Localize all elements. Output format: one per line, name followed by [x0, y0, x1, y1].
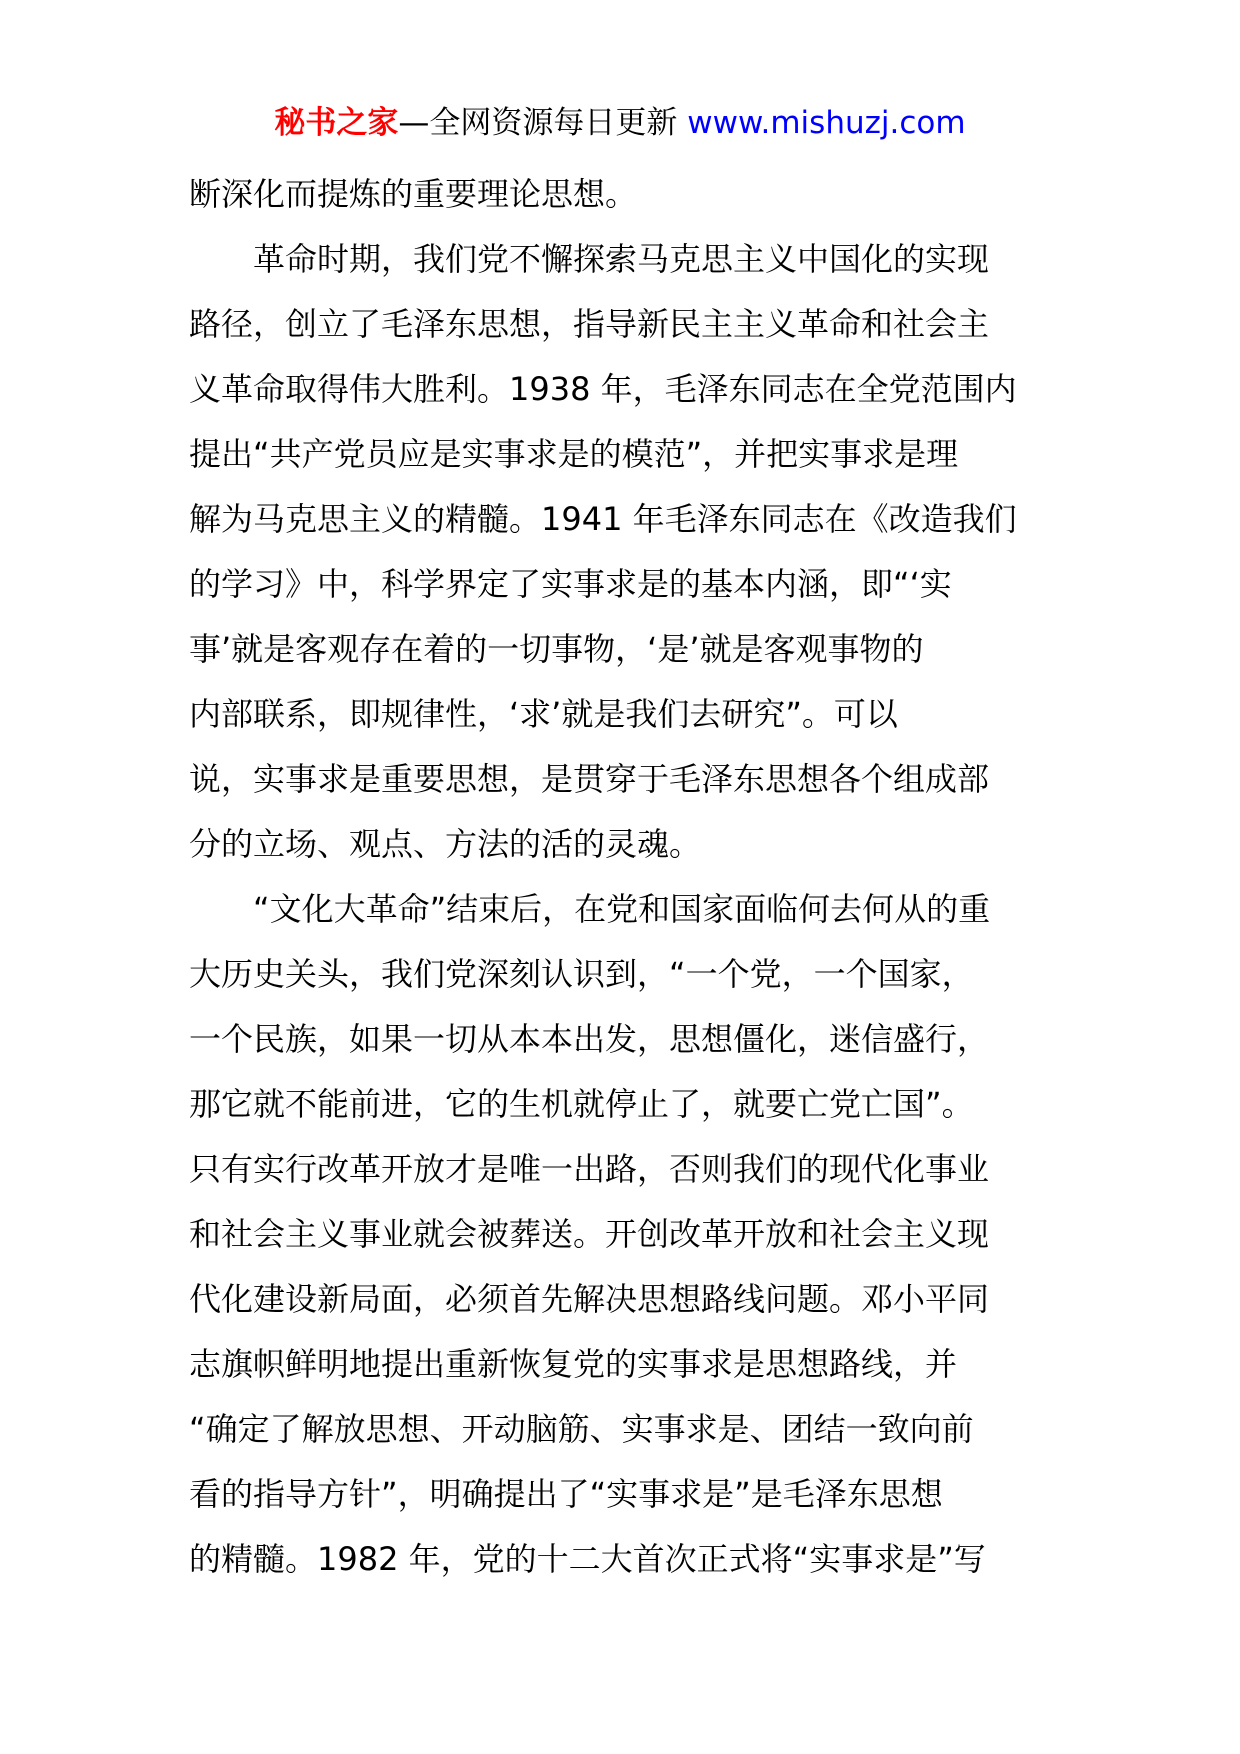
document-body [189, 162, 1064, 1592]
text-line: 志旗帜鲜明地提出重新恢复党的实事求是思想路线，并 [189, 1345, 958, 1383]
text-line: 代化建设新局面，必须首先解决思想路线问题。邓小平同 [189, 1280, 990, 1318]
text-line: 义革命取得伟大胜利。1938 年，毛泽东同志在全党范围内 [189, 370, 1017, 408]
text-line: 看的指导方针”，明确提出了“实事求是”是毛泽东思想 [189, 1475, 943, 1513]
website-url: www.mishuzj.com [687, 105, 966, 141]
text-line: 提出“共产党员应是实事求是的模范”，并把实事求是理 [189, 435, 959, 473]
text-line: 内部联系，即规律性，‘求’就是我们去研究”。可以 [189, 695, 898, 733]
brand-name: 秘书之家 [274, 105, 399, 141]
text-line: 只有实行改革开放才是唯一出路，否则我们的现代化事业 [189, 1150, 990, 1188]
text-line: 说，实事求是重要思想，是贯穿于毛泽东思想各个组成部 [189, 760, 990, 798]
text-line: “确定了解放思想、开动脑筋、实事求是、团结一致向前 [189, 1410, 974, 1448]
paragraph-start-line: “文化大革命”结束后，在党和国家面临何去何从的重 [253, 890, 991, 928]
header-tagline: —全网资源每日更新 [398, 105, 688, 141]
text-line: 和社会主义事业就会被葬送。开创改革开放和社会主义现 [189, 1215, 990, 1253]
text-line: 大历史关头，我们党深刻认识到，“一个党，一个国家， [189, 955, 974, 993]
text-line: 那它就不能前进，它的生机就停止了，就要亡党亡国”。 [189, 1085, 974, 1123]
text-line: 一个民族，如果一切从本本出发，思想僵化，迷信盛行， [189, 1020, 990, 1058]
document-header [0, 101, 1240, 145]
text-line: 事’就是客观存在着的一切事物，‘是’就是客观事物的 [189, 630, 924, 668]
text-line: 的学习》中，科学界定了实事求是的基本内涵，即“‘实 [189, 565, 952, 603]
paragraph-start-line: 革命时期，我们党不懈探索马克思主义中国化的实现 [253, 240, 990, 278]
text-line: 断深化而提炼的重要理论思想。 [189, 175, 638, 213]
text-line: 分的立场、观点、方法的活的灵魂。 [189, 825, 702, 863]
text-line: 路径，创立了毛泽东思想，指导新民主主义革命和社会主 [189, 305, 990, 343]
text-line: 的精髓。1982 年，党的十二大首次正式将“实事求是”写 [189, 1540, 986, 1578]
text-line: 解为马克思主义的精髓。1941 年毛泽东同志在《改造我们 [189, 500, 1017, 538]
